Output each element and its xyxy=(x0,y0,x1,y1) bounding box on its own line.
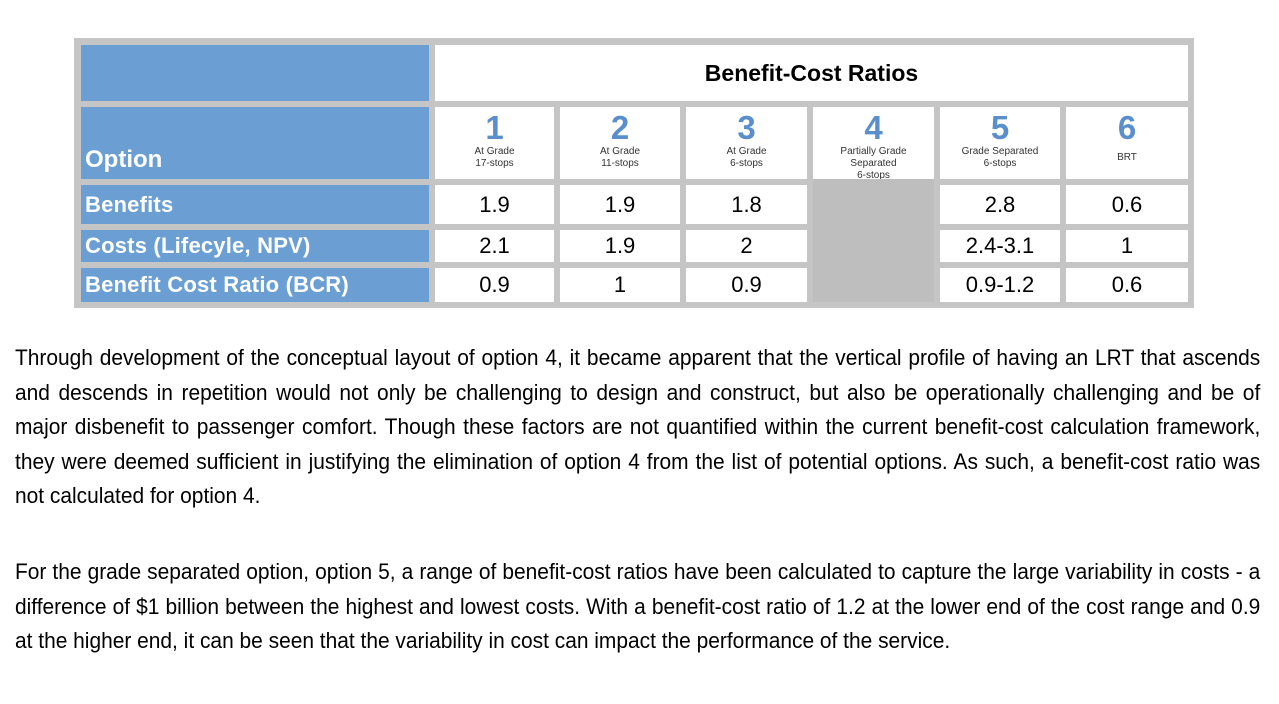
table-cell: 2.1 xyxy=(435,230,554,262)
table-cell: 1.8 xyxy=(686,185,807,224)
table-cell: 0.6 xyxy=(1066,185,1188,224)
column-header-4 xyxy=(813,107,934,179)
table-cell: 0.9 xyxy=(435,268,554,302)
row-label-bcr: Benefit Cost Ratio (BCR) xyxy=(81,268,429,302)
column-number: 3 xyxy=(737,109,756,146)
column-description: Partially Grade Separated 6-stops xyxy=(840,146,907,179)
table-title: Benefit-Cost Ratios xyxy=(704,59,919,86)
column-number: 4 xyxy=(864,109,883,146)
table-cell: 1 xyxy=(1066,230,1188,262)
column-description: At Grade 17-stops xyxy=(474,146,515,169)
table-cell: 1.9 xyxy=(435,185,554,224)
column-header-6 xyxy=(1066,107,1188,179)
column-number: 6 xyxy=(1117,109,1137,146)
column-description: BRT xyxy=(1117,152,1137,163)
option-4-not-calculated-block xyxy=(813,179,934,302)
benefit-cost-table xyxy=(74,38,1194,308)
table-cell: 1.9 xyxy=(560,185,680,224)
paragraph-option-4: Through development of the conceptual layout of option 4, it became apparent that the vertical profile of having an LRT that ascends and descends in repetition would not only be challenging to design and construct, but also be operationally challenging and be of major disbenefit to passenger comfort. Though these factors are not quantified within the current benefit-cost calculation framework, they were deemed sufficient in justifying the elimination of option 4 from the list of potential options. As such, a benefit-cost ratio was not calculated for option 4. xyxy=(15,345,1261,508)
table-cell: 0.6 xyxy=(1066,268,1188,302)
header-title-cell xyxy=(435,45,1188,101)
table-cell: 1 xyxy=(560,268,680,302)
column-description: At Grade 6-stops xyxy=(726,146,767,169)
column-number: 5 xyxy=(990,109,1010,146)
column-header-2 xyxy=(560,107,680,179)
column-header-1 xyxy=(435,107,554,179)
option-label-cell xyxy=(81,107,429,179)
column-header-5 xyxy=(940,107,1060,179)
table-cell: 0.9 xyxy=(686,268,807,302)
column-description: At Grade 11-stops xyxy=(599,146,641,169)
table-cell: 1.9 xyxy=(560,230,680,262)
option-label: Option xyxy=(85,146,163,173)
table-cell: 0.9-1.2 xyxy=(940,268,1060,302)
table-cell: 2.4-3.1 xyxy=(940,230,1060,262)
column-number: 2 xyxy=(610,109,630,146)
table-cell: 2.8 xyxy=(940,185,1060,224)
column-description: Grade Separated 6-stops xyxy=(961,146,1039,169)
column-header-3 xyxy=(686,107,807,179)
paragraph-option-5: For the grade separated option, option 5, a range of benefit-cost ratios have been calculated to capture the large variability in costs - a difference of $1 billion between the highest and lowest costs. With a benefit-cost ratio of 1.2 at the lower end of the cost range and 0.9 at the higher end, it can be seen that the variability in cost can impact the performance of the service. xyxy=(15,559,1261,653)
column-number: 1 xyxy=(485,109,504,146)
row-label-benefits: Benefits xyxy=(81,185,429,224)
row-label-costs: Costs (Lifecyle, NPV) xyxy=(81,230,429,262)
table-cell: 2 xyxy=(686,230,807,262)
header-corner-cell xyxy=(81,45,429,101)
